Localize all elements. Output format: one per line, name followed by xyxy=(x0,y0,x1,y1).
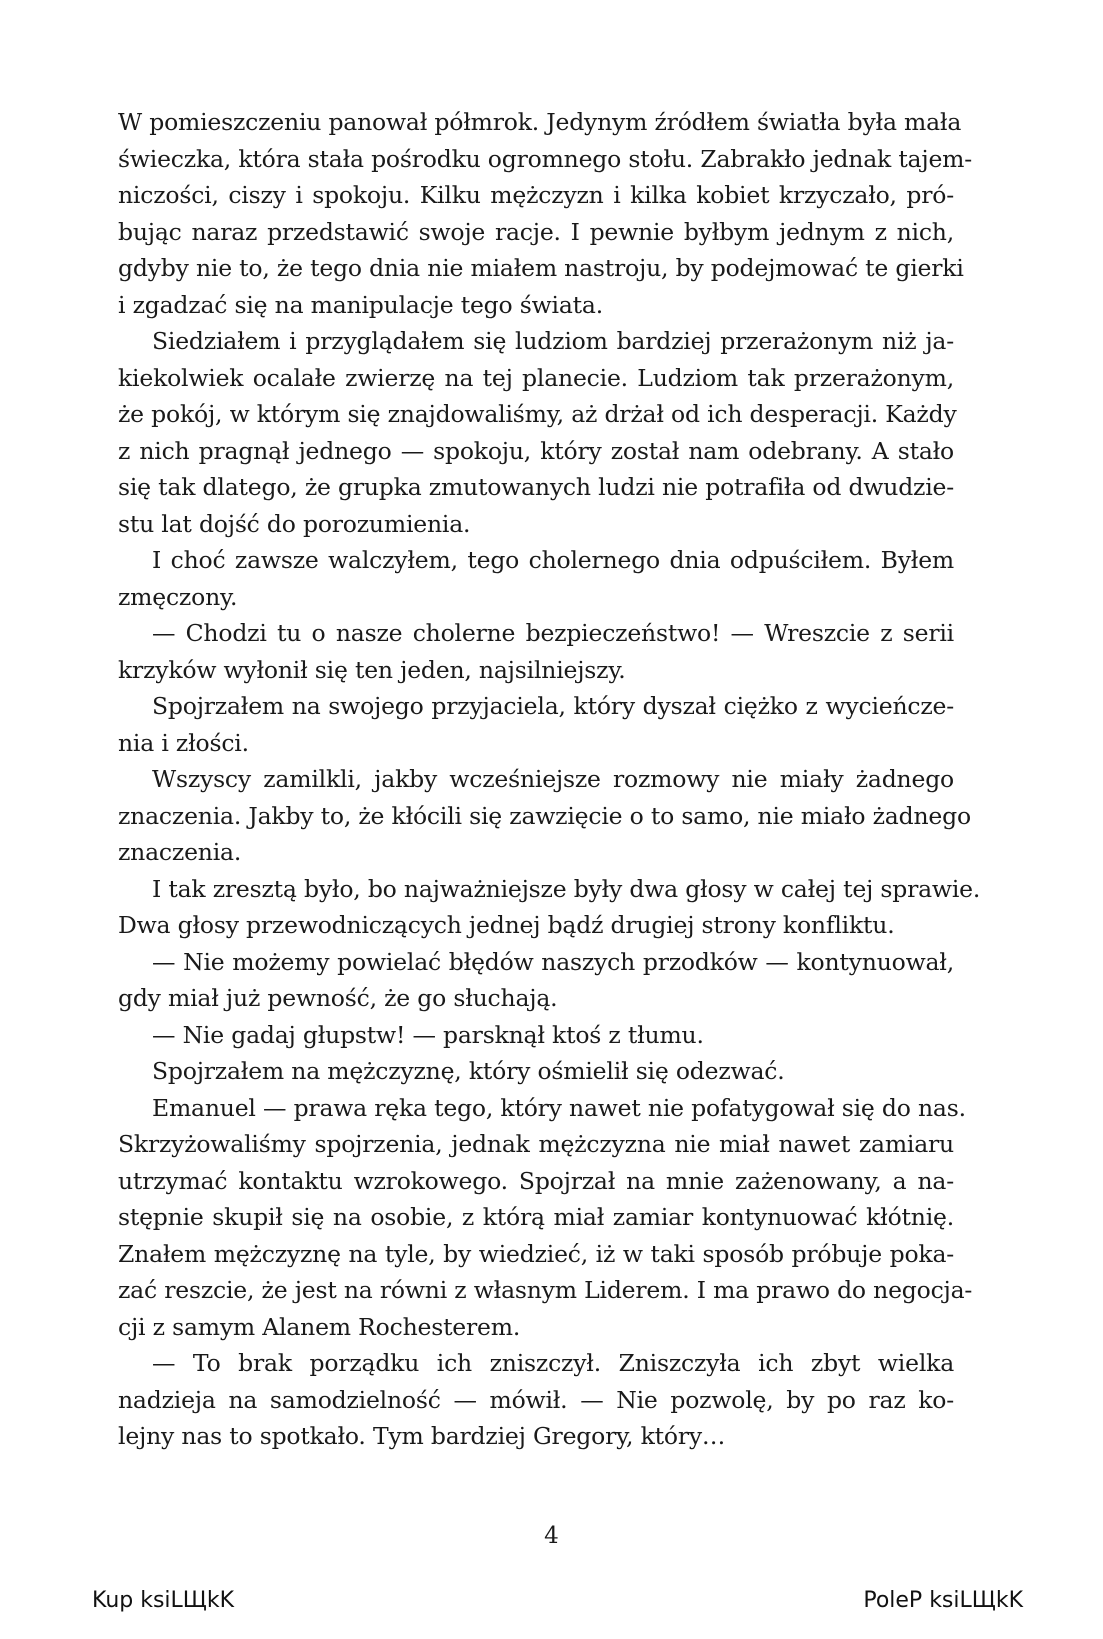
text-line: — To brak porządku ich zniszczył. Zniszczyła ich zbyt wielka xyxy=(152,1349,954,1377)
text-line: znaczenia. xyxy=(118,838,242,866)
text-line: i zgadzać się na manipulacje tego świata. xyxy=(118,290,603,319)
text-line: się tak dlatego, że grupka zmutowanych ludzi nie potrafiła od dwudzie- xyxy=(118,473,954,501)
footer-recommend-book-link[interactable]: PoleP ksiLЩkK xyxy=(863,1588,1023,1613)
text-line: świeczka, która stała pośrodku ogromnego stołu. Zabrakło jednak tajem- xyxy=(118,144,972,173)
text-line: stu lat dojść do porozumienia. xyxy=(118,509,471,538)
text-line: niczości, ciszy i spokoju. Kilku mężczyzn i kilka kobiet krzyczało, pró- xyxy=(118,181,954,209)
page-number: 4 xyxy=(544,1523,559,1549)
text-line: I tak zresztą było, bo najważniejsze były dwa głosy w całej tej sprawie. xyxy=(152,874,981,903)
footer-buy-book-link[interactable]: Kup ksiLЩkK xyxy=(92,1588,235,1613)
page-body-text xyxy=(118,104,981,1455)
text-line: W pomieszczeniu panował półmrok. Jedynym źródłem światła była mała xyxy=(118,108,962,136)
text-line: zmęczony. xyxy=(118,582,238,611)
text-line: znaczenia. Jakby to, że kłócili się zawzięcie o to samo, nie miało żadnego xyxy=(118,801,971,830)
text-line: nia i złości. xyxy=(118,728,249,757)
text-line: Wszyscy zamilkli, jakby wcześniejsze rozmowy nie miały żadnego xyxy=(152,765,954,793)
text-line: krzyków wyłonił się ten jeden, najsilniejszy. xyxy=(118,655,626,684)
text-line: z nich pragnął jednego — spokoju, który został nam odebrany. A stało xyxy=(118,436,954,465)
text-line: — Nie możemy powielać błędów naszych przodków — kontynuował, xyxy=(152,947,954,976)
text-line: Siedziałem i przyglądałem się ludziom bardziej przerażonym niż ja- xyxy=(152,327,954,355)
text-line: że pokój, w którym się znajdowaliśmy, aż drżał od ich desperacji. Każdy xyxy=(118,400,957,428)
text-line: utrzymać kontaktu wzrokowego. Spojrzał na mnie zażenowany, a na- xyxy=(118,1166,954,1195)
text-line: Spojrzałem na swojego przyjaciela, który dyszał ciężko z wycieńcze- xyxy=(152,692,954,720)
text-line: gdyby nie to, że tego dnia nie miałem nastroju, by podejmować te gierki xyxy=(118,254,964,282)
text-line: Emanuel — prawa ręka tego, który nawet nie pofatygował się do nas. xyxy=(152,1093,966,1122)
text-line: Dwa głosy przewodniczących jednej bądź drugiej strony konfliktu. xyxy=(118,911,895,939)
text-line: bując naraz przedstawić swoje racje. I pewnie byłbym jednym z nich, xyxy=(118,217,954,246)
text-line: gdy miał już pewność, że go słuchają. xyxy=(118,984,558,1012)
text-line: Spojrzałem na mężczyznę, który ośmielił się odezwać. xyxy=(152,1057,785,1085)
text-line: Znałem mężczyznę na tyle, by wiedzieć, iż w taki sposób próbuje poka- xyxy=(118,1239,954,1268)
text-line: — Chodzi tu o nasze cholerne bezpieczeństwo! — Wreszcie z serii xyxy=(152,619,954,647)
text-line: I choć zawsze walczyłem, tego cholernego dnia odpuściłem. Byłem xyxy=(152,546,954,574)
text-line: kiekolwiek ocalałe zwierzę na tej planecie. Ludziom tak przerażonym, xyxy=(118,363,954,392)
text-line: Skrzyżowaliśmy spojrzenia, jednak mężczyzna nie miał nawet zamiaru xyxy=(118,1130,954,1158)
text-line: lejny nas to spotkało. Tym bardziej Gregory, który… xyxy=(118,1422,726,1450)
text-line: cji z samym Alanem Rochesterem. xyxy=(118,1312,521,1341)
text-line: — Nie gadaj głupstw! — parsknął ktoś z tłumu. xyxy=(152,1020,704,1049)
text-line: zać reszcie, że jest na równi z własnym Liderem. I ma prawo do negocja- xyxy=(118,1276,973,1304)
text-line: stępnie skupił się na osobie, z którą miał zamiar kontynuować kłótnię. xyxy=(118,1203,954,1231)
text-line: nadzieja na samodzielność — mówił. — Nie pozwolę, by po raz ko- xyxy=(118,1385,954,1414)
